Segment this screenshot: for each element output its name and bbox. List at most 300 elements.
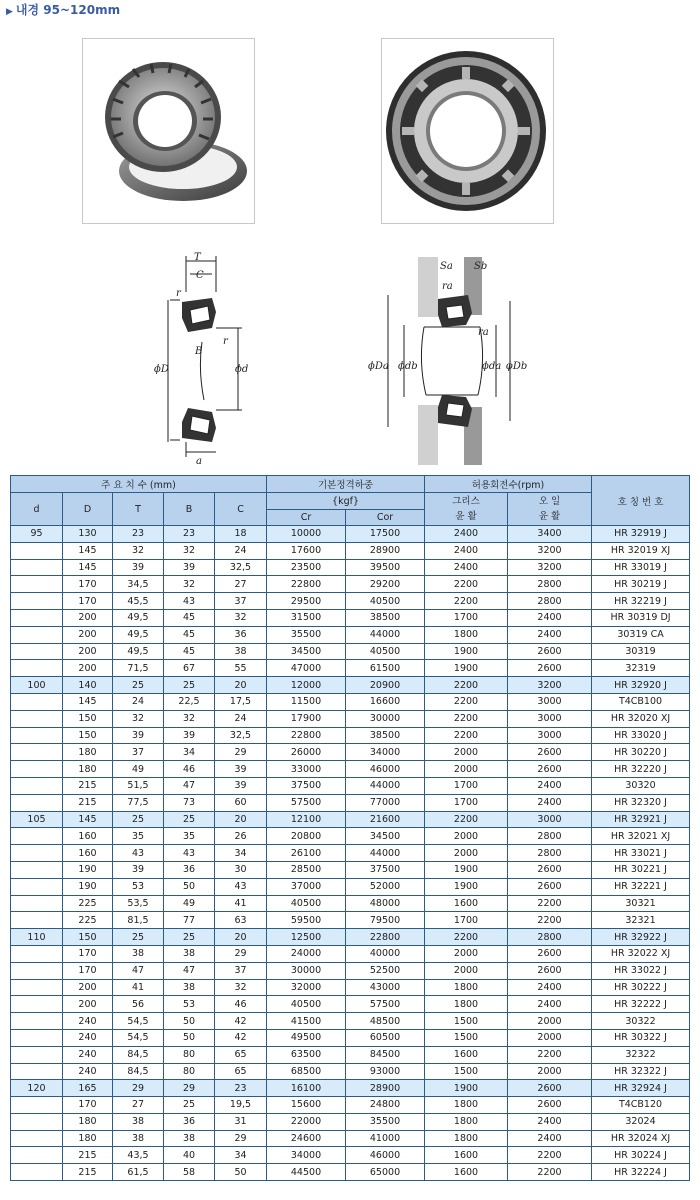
cell-T: 38 — [113, 1113, 164, 1130]
bearing-dimension-drawing — [150, 252, 260, 472]
cell-Cr: 57500 — [267, 794, 346, 811]
cell-designation: HR 32021 XJ — [592, 828, 690, 845]
cell-designation: HR 32222 J — [592, 996, 690, 1013]
table-row — [11, 1063, 690, 1080]
cell-Cr: 34500 — [267, 643, 346, 660]
cell-B: 38 — [164, 979, 215, 996]
cell-C: 32,5 — [215, 727, 267, 744]
cell-designation: 30321 — [592, 895, 690, 912]
cell-Cr: 33000 — [267, 761, 346, 778]
cell-oil: 2600 — [508, 1080, 592, 1097]
cell-d — [11, 643, 63, 660]
header-C: C — [215, 493, 267, 526]
cell-grease: 2200 — [425, 677, 508, 694]
cell-C: 20 — [215, 811, 267, 828]
header-T: T — [113, 493, 164, 526]
cell-C: 42 — [215, 1029, 267, 1046]
cell-d — [11, 912, 63, 929]
table-row — [11, 559, 690, 576]
cell-oil: 2800 — [508, 576, 592, 593]
cell-C: 38 — [215, 643, 267, 660]
cell-d — [11, 576, 63, 593]
cell-grease: 1900 — [425, 660, 508, 677]
cell-T: 45,5 — [113, 593, 164, 610]
cell-designation: HR 32224 J — [592, 1164, 690, 1181]
cell-C: 23 — [215, 1080, 267, 1097]
table-row — [11, 845, 690, 862]
cell-B: 36 — [164, 1113, 215, 1130]
cell-Cr: 32000 — [267, 979, 346, 996]
cell-D: 145 — [63, 693, 113, 710]
page-title — [6, 1, 120, 18]
cell-B: 58 — [164, 1164, 215, 1181]
cell-C: 46 — [215, 996, 267, 1013]
cell-B: 40 — [164, 1147, 215, 1164]
cell-C: 32 — [215, 609, 267, 626]
table-row — [11, 811, 690, 828]
cell-D: 240 — [63, 1013, 113, 1030]
cell-Cor: 21600 — [346, 811, 425, 828]
header-basic-load: 기본정격하중 — [267, 476, 425, 493]
cell-Cr: 22000 — [267, 1113, 346, 1130]
cell-Cor: 34500 — [346, 828, 425, 845]
bearing-spec-table — [10, 475, 690, 1181]
table-row — [11, 794, 690, 811]
cell-D: 215 — [63, 1164, 113, 1181]
cell-Cor: 34000 — [346, 744, 425, 761]
header-grease: 그리스 윤 활 — [425, 493, 508, 526]
cell-d: 95 — [11, 526, 63, 543]
cell-C: 20 — [215, 929, 267, 946]
cell-oil: 2600 — [508, 861, 592, 878]
cell-T: 51,5 — [113, 777, 164, 794]
cell-B: 25 — [164, 929, 215, 946]
cell-designation: HR 30222 J — [592, 979, 690, 996]
cell-C: 41 — [215, 895, 267, 912]
cell-Cor: 77000 — [346, 794, 425, 811]
cell-D: 180 — [63, 1113, 113, 1130]
cell-grease: 1600 — [425, 895, 508, 912]
cell-T: 39 — [113, 861, 164, 878]
label-B: B — [195, 346, 203, 357]
cell-oil: 2800 — [508, 929, 592, 946]
cell-Cr: 12100 — [267, 811, 346, 828]
cell-D: 170 — [63, 1097, 113, 1114]
cell-T: 77,5 — [113, 794, 164, 811]
header-Cor: Cor — [346, 510, 425, 526]
cell-grease: 2000 — [425, 845, 508, 862]
cell-grease: 2000 — [425, 962, 508, 979]
table-row — [11, 828, 690, 845]
label-r-top: r — [176, 288, 181, 299]
cell-oil: 2600 — [508, 643, 592, 660]
cell-grease: 2000 — [425, 744, 508, 761]
cell-d — [11, 727, 63, 744]
cell-Cor: 17500 — [346, 526, 425, 543]
cell-oil: 2400 — [508, 609, 592, 626]
label-r-inner: r — [223, 336, 228, 347]
cell-C: 34 — [215, 1147, 267, 1164]
cell-Cr: 17600 — [267, 542, 346, 559]
cell-D: 170 — [63, 593, 113, 610]
cell-D: 145 — [63, 559, 113, 576]
cell-B: 39 — [164, 559, 215, 576]
cell-oil: 2400 — [508, 777, 592, 794]
table-row — [11, 979, 690, 996]
table-row — [11, 1130, 690, 1147]
cell-oil: 2600 — [508, 1097, 592, 1114]
cell-C: 29 — [215, 744, 267, 761]
cell-B: 50 — [164, 1013, 215, 1030]
cell-grease: 1600 — [425, 1164, 508, 1181]
cell-T: 24 — [113, 693, 164, 710]
cell-designation: 32322 — [592, 1046, 690, 1063]
cell-C: 65 — [215, 1046, 267, 1063]
cell-Cr: 24600 — [267, 1130, 346, 1147]
cell-Cr: 12000 — [267, 677, 346, 694]
table-row — [11, 945, 690, 962]
cell-T: 49,5 — [113, 626, 164, 643]
cell-d — [11, 559, 63, 576]
cell-grease: 2400 — [425, 526, 508, 543]
cell-oil: 2600 — [508, 962, 592, 979]
cell-Cor: 37500 — [346, 861, 425, 878]
cell-designation: T4CB120 — [592, 1097, 690, 1114]
cell-Cor: 65000 — [346, 1164, 425, 1181]
cell-oil: 3200 — [508, 542, 592, 559]
cell-B: 29 — [164, 1080, 215, 1097]
cell-d — [11, 761, 63, 778]
cell-Cr: 40500 — [267, 996, 346, 1013]
cell-T: 49,5 — [113, 643, 164, 660]
cell-oil: 2400 — [508, 1113, 592, 1130]
table-row — [11, 895, 690, 912]
cell-d — [11, 828, 63, 845]
cell-Cr: 23500 — [267, 559, 346, 576]
cell-oil: 2200 — [508, 895, 592, 912]
cell-T: 56 — [113, 996, 164, 1013]
cell-oil: 2200 — [508, 912, 592, 929]
cell-designation: 30322 — [592, 1013, 690, 1030]
cell-Cor: 52000 — [346, 878, 425, 895]
cell-C: 29 — [215, 1130, 267, 1147]
cell-T: 47 — [113, 962, 164, 979]
cell-oil: 2800 — [508, 828, 592, 845]
mounting-dimension-drawing — [368, 255, 528, 471]
cell-d: 100 — [11, 677, 63, 694]
cell-d — [11, 1013, 63, 1030]
cell-grease: 2200 — [425, 576, 508, 593]
cell-grease: 1700 — [425, 794, 508, 811]
cell-designation: 32319 — [592, 660, 690, 677]
cell-D: 200 — [63, 979, 113, 996]
cell-designation: HR 30220 J — [592, 744, 690, 761]
cell-d: 120 — [11, 1080, 63, 1097]
cell-D: 215 — [63, 1147, 113, 1164]
cell-D: 190 — [63, 861, 113, 878]
cell-grease: 1700 — [425, 609, 508, 626]
cell-d: 105 — [11, 811, 63, 828]
cell-Cr: 37000 — [267, 878, 346, 895]
cell-B: 45 — [164, 643, 215, 660]
cell-Cr: 16100 — [267, 1080, 346, 1097]
cell-B: 38 — [164, 1130, 215, 1147]
cell-d — [11, 1063, 63, 1080]
cell-D: 180 — [63, 744, 113, 761]
cell-Cr: 49500 — [267, 1029, 346, 1046]
cell-B: 25 — [164, 1097, 215, 1114]
cell-grease: 2200 — [425, 929, 508, 946]
label-Sa: Sa — [440, 261, 453, 272]
header-designation: 호 칭 번 호 — [592, 476, 690, 526]
cell-D: 180 — [63, 761, 113, 778]
cell-oil: 2400 — [508, 996, 592, 1013]
cell-grease: 1800 — [425, 1130, 508, 1147]
cell-D: 150 — [63, 727, 113, 744]
cell-Cr: 47000 — [267, 660, 346, 677]
cell-oil: 3000 — [508, 727, 592, 744]
cell-Cor: 28900 — [346, 1080, 425, 1097]
cell-B: 25 — [164, 811, 215, 828]
cell-designation: 32321 — [592, 912, 690, 929]
cell-Cor: 38500 — [346, 609, 425, 626]
cell-T: 53 — [113, 878, 164, 895]
cell-d — [11, 861, 63, 878]
cell-d — [11, 878, 63, 895]
cell-T: 32 — [113, 710, 164, 727]
cell-Cor: 84500 — [346, 1046, 425, 1063]
cell-designation: HR 32920 J — [592, 677, 690, 694]
cell-Cr: 26000 — [267, 744, 346, 761]
table-row — [11, 929, 690, 946]
cell-T: 49,5 — [113, 609, 164, 626]
cell-T: 23 — [113, 526, 164, 543]
cell-D: 180 — [63, 1130, 113, 1147]
cell-grease: 1900 — [425, 878, 508, 895]
cell-C: 55 — [215, 660, 267, 677]
cell-D: 150 — [63, 710, 113, 727]
cell-grease: 1800 — [425, 1113, 508, 1130]
label-ra-top: ra — [442, 281, 453, 292]
cell-grease: 1800 — [425, 1097, 508, 1114]
cell-C: 37 — [215, 593, 267, 610]
table-row — [11, 744, 690, 761]
cell-Cr: 30000 — [267, 962, 346, 979]
label-a: a — [196, 456, 202, 467]
cell-oil: 2000 — [508, 1013, 592, 1030]
cell-designation: HR 30224 J — [592, 1147, 690, 1164]
cell-D: 200 — [63, 626, 113, 643]
cell-oil: 2600 — [508, 660, 592, 677]
table-row — [11, 777, 690, 794]
cell-Cor: 24800 — [346, 1097, 425, 1114]
cell-oil: 3000 — [508, 710, 592, 727]
cell-grease: 2000 — [425, 761, 508, 778]
cell-designation: HR 32922 J — [592, 929, 690, 946]
cell-D: 150 — [63, 929, 113, 946]
cell-oil: 2800 — [508, 593, 592, 610]
header-oil: 오 일 윤 활 — [508, 493, 592, 526]
cell-Cor: 57500 — [346, 996, 425, 1013]
cell-B: 53 — [164, 996, 215, 1013]
cell-grease: 2200 — [425, 710, 508, 727]
cell-oil: 2200 — [508, 1046, 592, 1063]
header-kgf: {kgf} — [267, 493, 425, 510]
cell-D: 240 — [63, 1029, 113, 1046]
cell-Cr: 22800 — [267, 727, 346, 744]
cell-oil: 3200 — [508, 677, 592, 694]
label-C: C — [196, 270, 204, 281]
cell-designation: 30320 — [592, 777, 690, 794]
cell-Cr: 34000 — [267, 1147, 346, 1164]
label-ra-inner: ra — [478, 327, 489, 338]
cell-C: 42 — [215, 1013, 267, 1030]
cell-designation: 30319 — [592, 643, 690, 660]
cell-d — [11, 1164, 63, 1181]
cell-T: 39 — [113, 727, 164, 744]
header-D: D — [63, 493, 113, 526]
cell-T: 27 — [113, 1097, 164, 1114]
cell-C: 27 — [215, 576, 267, 593]
cell-Cr: 63500 — [267, 1046, 346, 1063]
cell-Cor: 22800 — [346, 929, 425, 946]
cell-oil: 2400 — [508, 1130, 592, 1147]
cell-C: 30 — [215, 861, 267, 878]
cell-D: 130 — [63, 526, 113, 543]
cell-grease: 1900 — [425, 861, 508, 878]
cell-Cor: 38500 — [346, 727, 425, 744]
cell-Cr: 35500 — [267, 626, 346, 643]
cell-Cor: 48500 — [346, 1013, 425, 1030]
cell-T: 34,5 — [113, 576, 164, 593]
cell-B: 49 — [164, 895, 215, 912]
cell-Cor: 52500 — [346, 962, 425, 979]
cell-designation: HR 32919 J — [592, 526, 690, 543]
cell-T: 38 — [113, 1130, 164, 1147]
cell-D: 200 — [63, 996, 113, 1013]
cell-B: 46 — [164, 761, 215, 778]
cell-oil: 3000 — [508, 693, 592, 710]
table-row — [11, 1164, 690, 1181]
cell-D: 215 — [63, 777, 113, 794]
cell-grease: 2000 — [425, 945, 508, 962]
cell-C: 26 — [215, 828, 267, 845]
cell-D: 170 — [63, 945, 113, 962]
table-row — [11, 1029, 690, 1046]
table-row — [11, 878, 690, 895]
cell-T: 32 — [113, 542, 164, 559]
cell-Cor: 61500 — [346, 660, 425, 677]
cell-grease: 1700 — [425, 777, 508, 794]
cell-Cor: 35500 — [346, 1113, 425, 1130]
table-row — [11, 660, 690, 677]
cell-d — [11, 1130, 63, 1147]
cell-Cr: 20800 — [267, 828, 346, 845]
cell-d — [11, 1097, 63, 1114]
cell-C: 19,5 — [215, 1097, 267, 1114]
table-row — [11, 576, 690, 593]
cell-B: 45 — [164, 626, 215, 643]
cell-designation: HR 30221 J — [592, 861, 690, 878]
table-row — [11, 1147, 690, 1164]
cell-d — [11, 660, 63, 677]
cell-grease: 1600 — [425, 1147, 508, 1164]
cell-T: 53,5 — [113, 895, 164, 912]
label-T: T — [194, 252, 201, 263]
cell-T: 25 — [113, 677, 164, 694]
cell-designation: HR 32022 XJ — [592, 945, 690, 962]
cell-T: 38 — [113, 945, 164, 962]
cell-d — [11, 626, 63, 643]
cell-designation: HR 32219 J — [592, 593, 690, 610]
cell-B: 36 — [164, 861, 215, 878]
cell-d — [11, 777, 63, 794]
cell-grease: 2200 — [425, 727, 508, 744]
cell-d — [11, 895, 63, 912]
table-row — [11, 609, 690, 626]
cell-Cor: 44000 — [346, 626, 425, 643]
cell-designation: 30319 CA — [592, 626, 690, 643]
cell-designation: HR 30322 J — [592, 1029, 690, 1046]
cell-C: 29 — [215, 945, 267, 962]
cell-B: 22,5 — [164, 693, 215, 710]
cell-Cor: 30000 — [346, 710, 425, 727]
cell-D: 225 — [63, 895, 113, 912]
table-row — [11, 727, 690, 744]
cell-designation: HR 32220 J — [592, 761, 690, 778]
cell-Cr: 28500 — [267, 861, 346, 878]
cell-D: 200 — [63, 609, 113, 626]
label-phi-da: ϕda — [482, 361, 502, 372]
cell-grease: 1900 — [425, 643, 508, 660]
table-row — [11, 861, 690, 878]
cell-Cr: 41500 — [267, 1013, 346, 1030]
cell-Cor: 43000 — [346, 979, 425, 996]
cell-Cr: 68500 — [267, 1063, 346, 1080]
cell-B: 73 — [164, 794, 215, 811]
cell-D: 200 — [63, 643, 113, 660]
cell-grease: 1900 — [425, 1080, 508, 1097]
label-Sb: Sb — [474, 261, 488, 272]
cell-Cr: 22800 — [267, 576, 346, 593]
cell-D: 170 — [63, 962, 113, 979]
cell-d — [11, 794, 63, 811]
cell-T: 49 — [113, 761, 164, 778]
cell-Cr: 10000 — [267, 526, 346, 543]
cell-Cor: 39500 — [346, 559, 425, 576]
table-row — [11, 1013, 690, 1030]
cell-grease: 2400 — [425, 542, 508, 559]
cell-designation: HR 32024 XJ — [592, 1130, 690, 1147]
cell-T: 81,5 — [113, 912, 164, 929]
cell-Cor: 20900 — [346, 677, 425, 694]
cell-designation: 32024 — [592, 1113, 690, 1130]
cell-T: 54,5 — [113, 1029, 164, 1046]
cell-designation: HR 32221 J — [592, 878, 690, 895]
cell-Cr: 37500 — [267, 777, 346, 794]
cell-d: 110 — [11, 929, 63, 946]
cell-B: 35 — [164, 828, 215, 845]
cell-D: 215 — [63, 794, 113, 811]
cell-grease: 1600 — [425, 1046, 508, 1063]
cell-C: 34 — [215, 845, 267, 862]
cell-grease: 1800 — [425, 996, 508, 1013]
cell-B: 23 — [164, 526, 215, 543]
cell-C: 32,5 — [215, 559, 267, 576]
cell-oil: 2600 — [508, 761, 592, 778]
cell-T: 84,5 — [113, 1063, 164, 1080]
cell-d — [11, 962, 63, 979]
